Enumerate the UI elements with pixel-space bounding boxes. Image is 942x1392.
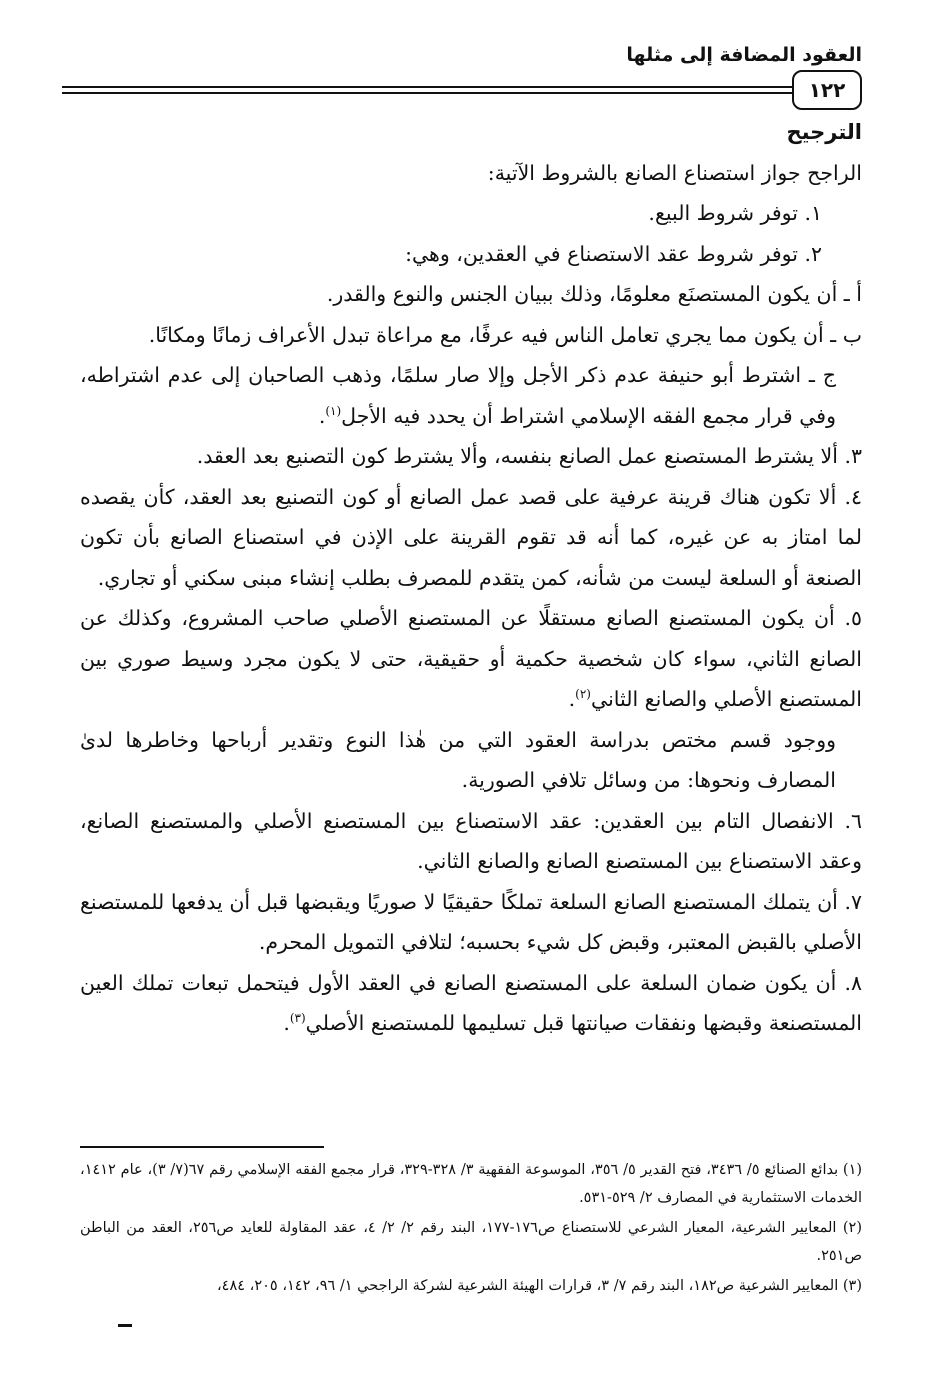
footnote-1: (١) بدائع الصنائع ٥/ ٣٤٣٦، فتح القدير ٥/ ٣٥٦، الموسوعة الفقهية ٣/ ٣٢٨-٣٢٩، قرار مجمع الفقه الإسلامي رقم ٦٧(٧/ ٣)، عام ١٤١٢، الخدمات الاستثمارية في المصارف ٢/ ٥٢٩-٥٣١.: [80, 1162, 863, 1206]
header-rule-bottom: [62, 92, 862, 94]
sub-condition-b: ب ـ أن يكون مما يجري تعامل الناس فيه عرفًا، مع مراعاة تبدل الأعراف زمانًا ومكانًا.: [148, 322, 862, 347]
note-paragraph: ووجود قسم مختص بدراسة العقود التي من هٰذا النوع وتقدير أرباحها وخاطرها لدىٰ المصارف ونحوها: من وسائل تلافي الصورية.: [80, 727, 836, 792]
main-text: [80, 112, 862, 1044]
footnote-3: (٣) المعايير الشرعية ص١٨٢، البند رقم ٧/ ٣، قرارات الهيئة الشرعية لشركة الراجحي ١/ ٩٦، ١٤٢، ٢٠٥، ٤٨٤،: [216, 1278, 862, 1294]
condition-5-text: ٥. أن يكون المستصنع الصانع مستقلًا عن المستصنع الأصلي صاحب المشروع، وكذلك عن الصانع الثاني، سواء كان شخصية حكمية أو حقيقية، حتى لا يكون مجرد وسيط صوري بين المستصنع الأصلي والصانع الثاني: [80, 606, 862, 711]
intro-line: الراجح جواز استصناع الصانع بالشروط الآتية:: [487, 160, 862, 185]
page-number: ١٢٢: [792, 70, 862, 110]
condition-4: ٤. ألا تكون هناك قرينة عرفية على قصد عمل الصانع أو كون التصنيع بعد العقد، كأن يقصده لما امتاز به عن غيره، كما أنه قد تقوم القرينة على الإذن في استصناع الصانع بأن تكون الصنعة أو السلعة ليست من شأنه، كمن يتقدم للمصرف بطلب إنشاء مبنى سكني أو تجاري.: [80, 484, 862, 590]
sub-condition-c: ج ـ اشترط أبو حنيفة عدم ذكر الأجل وإلا صار سلمًا، وذهب الصاحبان إلى عدم اشتراطه، وفي قرار مجمع الفقه الإسلامي اشتراط أن يحدد فيه الأجل$^{(١)}$.: [80, 363, 836, 428]
condition-8: ٨. أن يكون ضمان السلعة على المستصنع الصانع في العقد الأول فيتحمل تبعات تملك العين المستصنعة وقبضها ونفقات صيانتها قبل تسليمها للمستصنع الأصلي$^{(٣)}$.: [80, 970, 862, 1035]
section-heading: الترجيح: [786, 120, 862, 144]
footnote-2: (٢) المعايير الشرعية، المعيار الشرعي للاستصناع ص١٧٦-١٧٧، البند رقم ٢/ ٢/ ٤، عقد المقاولة للعايد ص٢٥٦، العقد من الباطن ص٢٥١.: [80, 1220, 862, 1264]
condition-2: ٢. توفر شروط عقد الاستصناع في العقدين، وهي:: [405, 241, 822, 266]
footnote-marker-1: (١): [325, 403, 342, 418]
continuation-dash: [118, 1324, 132, 1327]
condition-3: ٣. ألا يشترط المستصنع عمل الصانع بنفسه، وألا يشترط كون التصنيع بعد العقد.: [196, 444, 862, 468]
sub-condition-a: أ ـ أن يكون المستصنَع معلومًا، وذلك ببيان الجنس والنوع والقدر.: [326, 282, 862, 306]
condition-5: ٥. أن يكون المستصنع الصانع مستقلًا عن المستصنع الأصلي صاحب المشروع، وكذلك عن الصانع الثاني، سواء كان شخصية حكمية أو حقيقية، حتى لا يكون مجرد وسيط صوري بين المستصنع الأصلي والصانع الثاني$^{(٢)}$.: [80, 606, 862, 711]
condition-7: ٧. أن يتملك المستصنع الصانع السلعة تملكًا حقيقيًا لا صوريًا ويقبضها قبل أن يدفعها للمستصنع الأصلي بالقبض المعتبر، وقبض كل شيء بحسبه؛ لتلافي التمويل المحرم.: [80, 889, 862, 954]
condition-6: ٦. الانفصال التام بين العقدين: عقد الاستصناع بين المستصنع الأصلي والمستصنع الصانع، وعقد الاستصناع بين المستصنع الصانع والصانع الثاني.: [80, 808, 862, 873]
running-title: العقود المضافة إلى مثلها: [626, 44, 862, 66]
footnote-marker-3: (٣): [289, 1011, 306, 1026]
footnote-marker-2: (٢): [575, 687, 591, 702]
footnotes: [80, 1156, 862, 1302]
condition-8-text: ٨. أن يكون ضمان السلعة على المستصنع الصانع في العقد الأول فيتحمل تبعات تملك العين المستصنعة وقبضها ونفقات صيانتها قبل تسليمها للمستصنع الأصلي: [80, 970, 862, 1035]
sub-condition-c-text: ج ـ اشترط أبو حنيفة عدم ذكر الأجل وإلا صار سلمًا، وذهب الصاحبان إلى عدم اشتراطه، وفي قرار مجمع الفقه الإسلامي اشتراط أن يحدد فيه الأجل: [80, 363, 836, 428]
header-rule-top: [62, 86, 862, 88]
footnote-separator: [80, 1146, 324, 1148]
condition-1: ١. توفر شروط البيع.: [648, 201, 822, 225]
